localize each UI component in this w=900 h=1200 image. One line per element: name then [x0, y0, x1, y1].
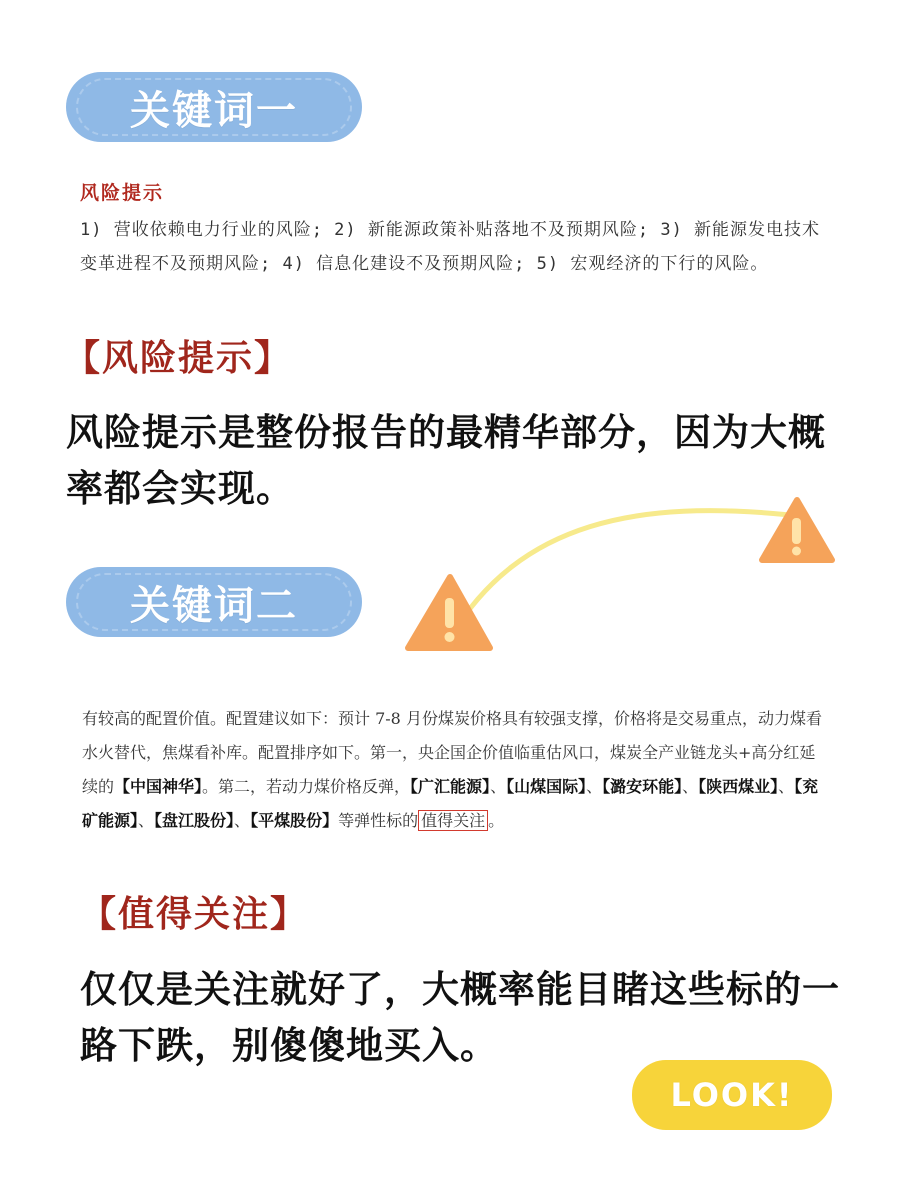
doc-text: 、	[682, 777, 699, 796]
keyword-badge-1-label: 关键词一	[130, 86, 298, 134]
doc-text: 、	[138, 811, 155, 830]
section-body-attention: 仅仅是关注就好了，大概率能目睹这些标的一路下跌，别傻傻地买入。	[80, 968, 840, 1067]
stock-name: 【中国神华】	[114, 777, 203, 796]
doc-text: 。	[488, 811, 505, 830]
warning-triangle-icon	[408, 577, 490, 648]
keyword-badge-2-label: 关键词二	[130, 581, 298, 629]
stock-name: 【盘江股份】	[154, 811, 235, 830]
doc-text: 等弹性标的	[338, 811, 419, 830]
section-body-risk: 风险提示是整份报告的最精华部分，因为大概率都会实现。	[66, 411, 826, 510]
doc-text: 、	[778, 777, 795, 796]
stock-name: 【广汇能源】	[410, 777, 491, 796]
connector-curve	[450, 511, 790, 638]
doc-text: 、	[234, 811, 251, 830]
look-sticker-label: LOOK!	[670, 1076, 794, 1114]
doc-risk-title: 风险提示	[80, 182, 165, 204]
look-sticker	[632, 1060, 832, 1130]
stock-name: 【平煤股份】	[250, 811, 339, 830]
keyword-badge-1	[66, 72, 362, 142]
doc-recommendation-paragraph	[82, 702, 822, 838]
doc-risk-text: 1) 营收依赖电力行业的风险; 2) 新能源政策补贴落地不及预期风险; 3) 新能源发电技术变革进程不及预期风险; 4) 信息化建设不及预期风险; 5) 宏观经济的下行的风险。	[80, 220, 821, 274]
keyword-badge-2	[66, 567, 362, 637]
doc-text: 、	[490, 777, 507, 796]
stock-name: 【潞安环能】	[602, 777, 683, 796]
doc-text: 有较高的配置价值。配置建议如下：预计 7-8 月份煤炭价格具有较强支撑，价格将是交易重点，动力煤看水火替代，焦煤看补库。配置排序如下。第一，央企国企价值临重估风口，煤炭全产业链龙头+高分红延续的	[82, 709, 822, 796]
highlight-box-worth-attention: 值得关注	[418, 810, 488, 831]
stock-name: 【山煤国际】	[506, 777, 587, 796]
doc-text: 。第二，若动力煤价格反弹，	[202, 777, 411, 796]
section-heading-attention: 【值得关注】	[80, 893, 309, 935]
section-heading-risk: 【风险提示】	[64, 337, 293, 379]
doc-text: 、	[586, 777, 603, 796]
stock-name: 【兖矿能源】	[82, 777, 819, 830]
stock-name: 【陕西煤业】	[698, 777, 779, 796]
